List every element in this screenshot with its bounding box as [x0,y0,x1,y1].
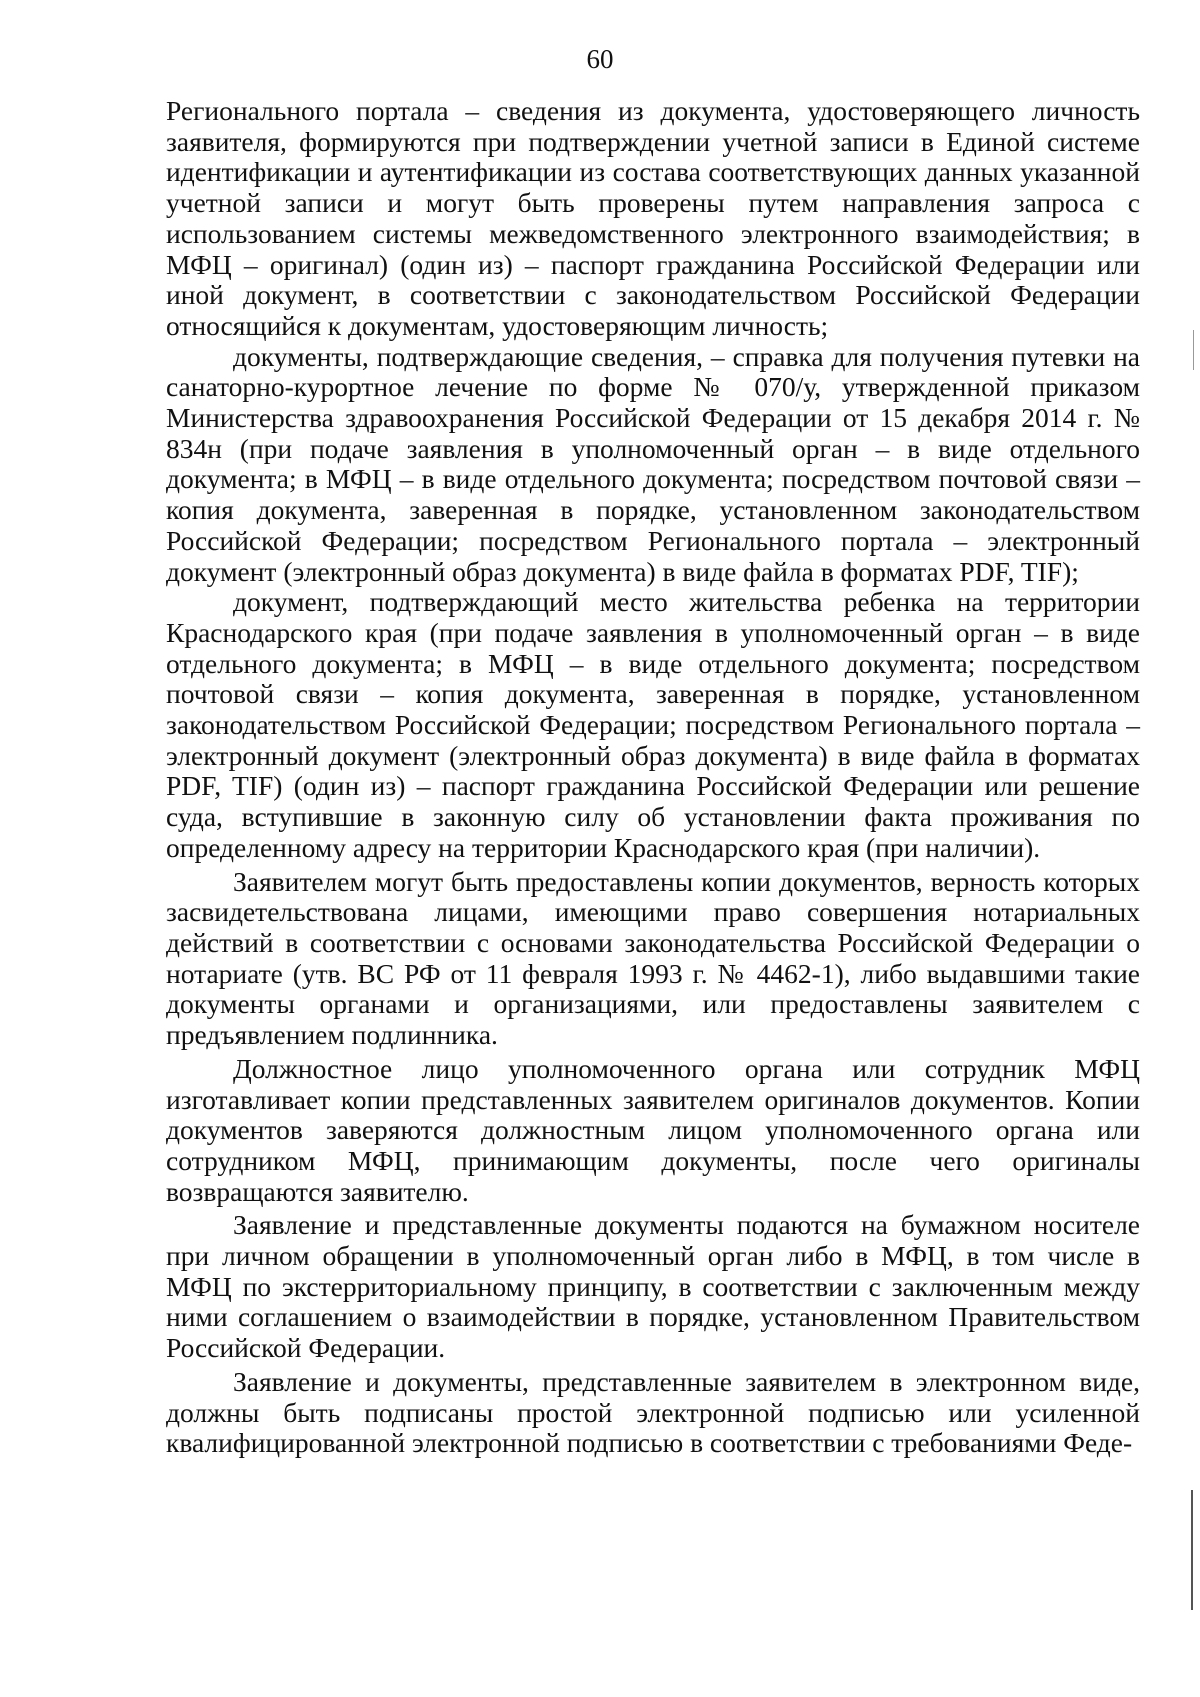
paragraph-copy-certification: Должностное лицо уполномоченного органа или сотрудник МФЦ изготавливает копии представленных заявителем оригиналов документов. Копии документов заверяются должностным лицом уполномоченного органа или сотрудником МФЦ, принимающим документы, после чего оригиналы возвращаются заявителю. [166,1052,1140,1207]
paragraph-notarized-copies: Заявителем могут быть предоставлены копии документов, верность которых засвидетельствована лицами, имеющими право совершения нотариальных действий в соответствии с основами законодательства Российской Федерации о нотариате (утв. ВС РФ от 11 февраля 1993 г. № 4462-1), либо выдавшими такие документы органами и организациями, или предоставлены заявителем с предъявлением подлинника. [166,865,1140,1051]
page-number: 60 [586,44,614,74]
scan-edge-mark [1193,330,1194,370]
document-body [166,96,1140,1459]
paragraph-identity-documents: Регионального портала – сведения из документа, удостоверяющего личность заявителя, формируются при подтверждении учетной записи в Единой системе идентификации и аутентификации из состава соответствующих данных указанной учетной записи и могут быть проверены путем направления запроса с использованием системы межведомственного электронного взаимодействия; в МФЦ – оригинал) (один из) – паспорт гражданина Российской Федерации или иной документ, в соответствии с законодательством Российской Федерации относящийся к документам, удостоверяющим личность; [166,95,1140,341]
paragraph-residence-document: документ, подтверждающий место жительства ребенка на территории Краснодарского края (при подаче заявления в уполномоченный орган – в виде отдельного документа; в МФЦ – в виде отдельного документа; посредством почтовой связи – копия документа, заверенная в порядке, установленном законодательством Российской Федерации; посредством Регионального портала – электронный документ (электронный образ документа) в виде файла в форматах PDF, TIF) (один из) – паспорт гражданина Российской Федерации или решение суда, вступившие в законную силу об установлении факта проживания по определенному адресу на территории Краснодарского края (при наличии). [166,586,1140,863]
paragraph-paper-submission: Заявление и представленные документы подаются на бумажном носителе при личном обращении в уполномоченный орган либо в МФЦ, в том числе в МФЦ по экстерриториальному принципу, в соответствии с заключенным между ними соглашением о взаимодействии в порядке, установленном Правительством Российской Федерации. [166,1209,1140,1364]
paragraph-electronic-signature: Заявление и документы, представленные заявителем в электронном виде, должны быть подписаны простой электронной подписью или усиленной квалифицированной электронной подписью в соответствии с требованиями Феде- [166,1365,1140,1459]
paragraph-health-certificate: документы, подтверждающие сведения, – справка для получения путевки на санаторно-курортное лечение по форме № 070/у, утвержденной приказом Министерства здравоохранения Российской Федерации от 15 декабря 2014 г. № 834н (при подаче заявления в уполномоченный орган – в виде отдельного документа; в МФЦ – в виде отдельного документа; посредством почтовой связи – копия документа, заверенная в порядке, установленном законодательством Российской Федерации; посредством Регионального портала – электронный документ (электронный образ документа) в виде файла в форматах PDF, TIF); [166,340,1140,587]
scan-edge-mark [1191,1490,1193,1610]
